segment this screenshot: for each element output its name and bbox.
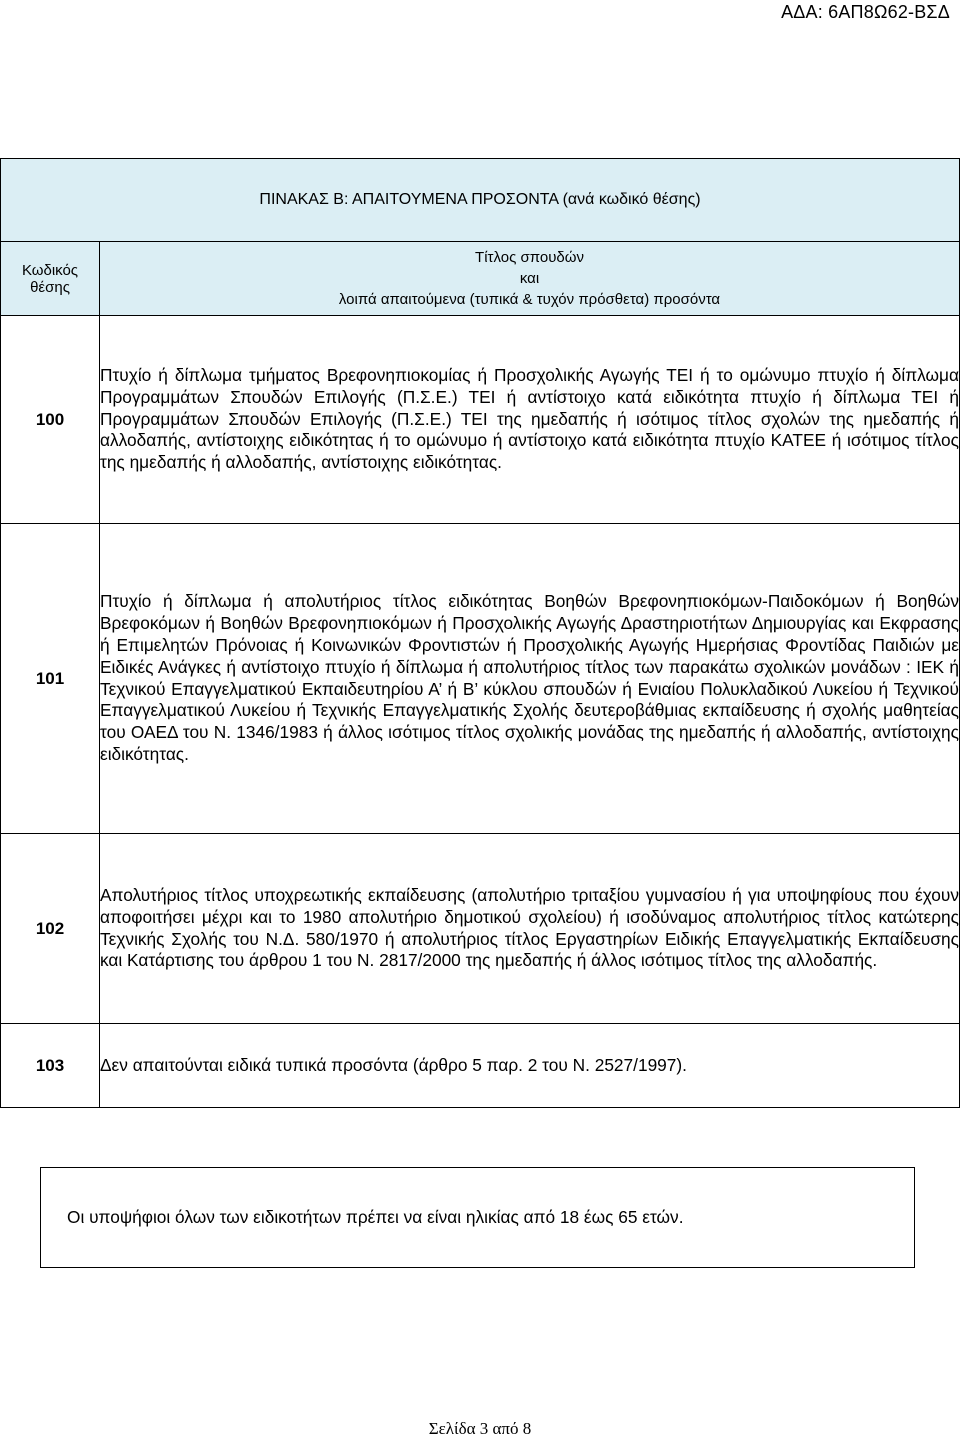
table-row	[1, 1024, 960, 1108]
header-code-line: Κωδικός	[21, 261, 79, 279]
table-header-row	[1, 242, 960, 316]
position-code: 100	[1, 316, 100, 524]
header-desc-line: λοιπά απαιτούμενα (τυπικά & τυχόν πρόσθετα) προσόντα	[338, 291, 721, 308]
table-row	[1, 834, 960, 1024]
ada-code: ΑΔΑ: 6ΑΠ8Ω62-ΒΣΔ	[781, 2, 950, 22]
qualification-text: Απολυτήριος τίτλος υποχρεωτικής εκπαίδευσης (απολυτήριο τριταξίου γυμνασίου ή για υποψηφίους που έχουν αποφοιτήσει μέχρι και το 1980 απολυτήριο δημοτικού σχολείου) ή ισοδύναμος απολυτήριος τίτλος κατώτερης Τεχνικής Σχολής του Ν.Δ. 580/1970 ή απολυτήριος τίτλος Εργαστηρίων Ειδικής Επαγγελματικής Εκπαίδευσης και Κατάρτισης του άρθρου 1 του Ν. 2817/2000 της ημεδαπής ή άλλος ισότιμος τίτλος της αλλοδαπής.	[100, 834, 960, 1024]
table-title-row	[1, 159, 960, 242]
position-code: 103	[1, 1024, 100, 1108]
table-row	[1, 524, 960, 834]
header-desc-line: και	[519, 270, 540, 287]
header-code-line: θέσης	[30, 278, 70, 296]
qualification-text: Πτυχίο ή δίπλωμα ή απολυτήριος τίτλος ειδικότητας Βοηθών Βρεφονηπιοκόμων-Παιδοκόμων ή Βοηθών Βρεφοκόμων ή Βοηθών Βρεφονηπιοκόμων ή Προσχολικής Αγωγής Δραστηριοτήτων Δημιουργίας και Εκφρασης ή Επιμελητών Πρόνοιας ή Κοινωνικών Φροντιστών ή Προσχολικής Αγωγής Ημερήσιας Φροντίδας Παιδιών με Ειδικές Ανάγκες ή αντίστοιχο πτυχίο ή δίπλωμα ή απολυτήριος τίτλος των παρακάτω σχολικών μονάδων : ΙΕΚ ή Τεχνικού Επαγγελματικού Εκπαιδευτηρίου Α’ ή Β’ κύκλου σπουδών ή Ενιαίου Πολυκλαδικού Λυκείου ή Τεχνικού Επαγγελματικού Λυκείου ή Τεχνικής Επαγγελματικής Σχολής δευτεροβάθμιας εκπαίδευσης ή σχολής μαθητείας του ΟΑΕΔ του Ν. 1346/1983 ή άλλος ισότιμος τίτλος σχολικής μονάδας της ημεδαπής ή αλλοδαπής, αντίστοιχης ειδικότητας.	[100, 524, 960, 834]
qualification-text: Δεν απαιτούνται ειδικά τυπικά προσόντα (άρθρο 5 παρ. 2 του Ν. 2527/1997).	[100, 1024, 960, 1108]
page-number: Σελίδα 3 από 8	[428, 1419, 532, 1438]
header-code	[1, 242, 100, 316]
position-code: 102	[1, 834, 100, 1024]
header-desc-line: Τίτλος σπουδών	[475, 249, 584, 266]
age-requirement-text: Οι υποψήφιοι όλων των ειδικοτήτων πρέπει να είναι ηλικίας από 18 έως 65 ετών.	[67, 1207, 684, 1227]
header-description	[100, 242, 960, 316]
table-title: ΠΙΝΑΚΑΣ Β: ΑΠΑΙΤΟΥΜΕΝΑ ΠΡΟΣΟΝΤΑ (ανά κωδικό θέσης)	[1, 159, 960, 242]
age-requirement-box	[40, 1167, 915, 1268]
requirements-table	[0, 158, 960, 1108]
table-row	[1, 316, 960, 524]
qualification-text: Πτυχίο ή δίπλωμα τμήματος Βρεφονηπιοκομίας ή Προσχολικής Αγωγής ΤΕΙ ή το ομώνυμο πτυχίο ή δίπλωμα Προγραμμάτων Σπουδών Επιλογής (Π.Σ.Ε.) ΤΕΙ ή αντίστοιχο κατά ειδικότητα πτυχίο ή δίπλωμα ΤΕΙ ή Προγραμμάτων Σπουδών Επιλογής (Π.Σ.Ε.) ΤΕΙ της ημεδαπής ή ισότιμος τίτλος σχολών της ημεδαπής ή αλλοδαπής, αντίστοιχης ειδικότητας ή το ομώνυμο ή αντίστοιχο κατά ειδικότητα πτυχίο ΚΑΤΕΕ ή ισότιμος τίτλος της ημεδαπής ή αλλοδαπής, αντίστοιχης ειδικότητας.	[100, 316, 960, 524]
position-code: 101	[1, 524, 100, 834]
